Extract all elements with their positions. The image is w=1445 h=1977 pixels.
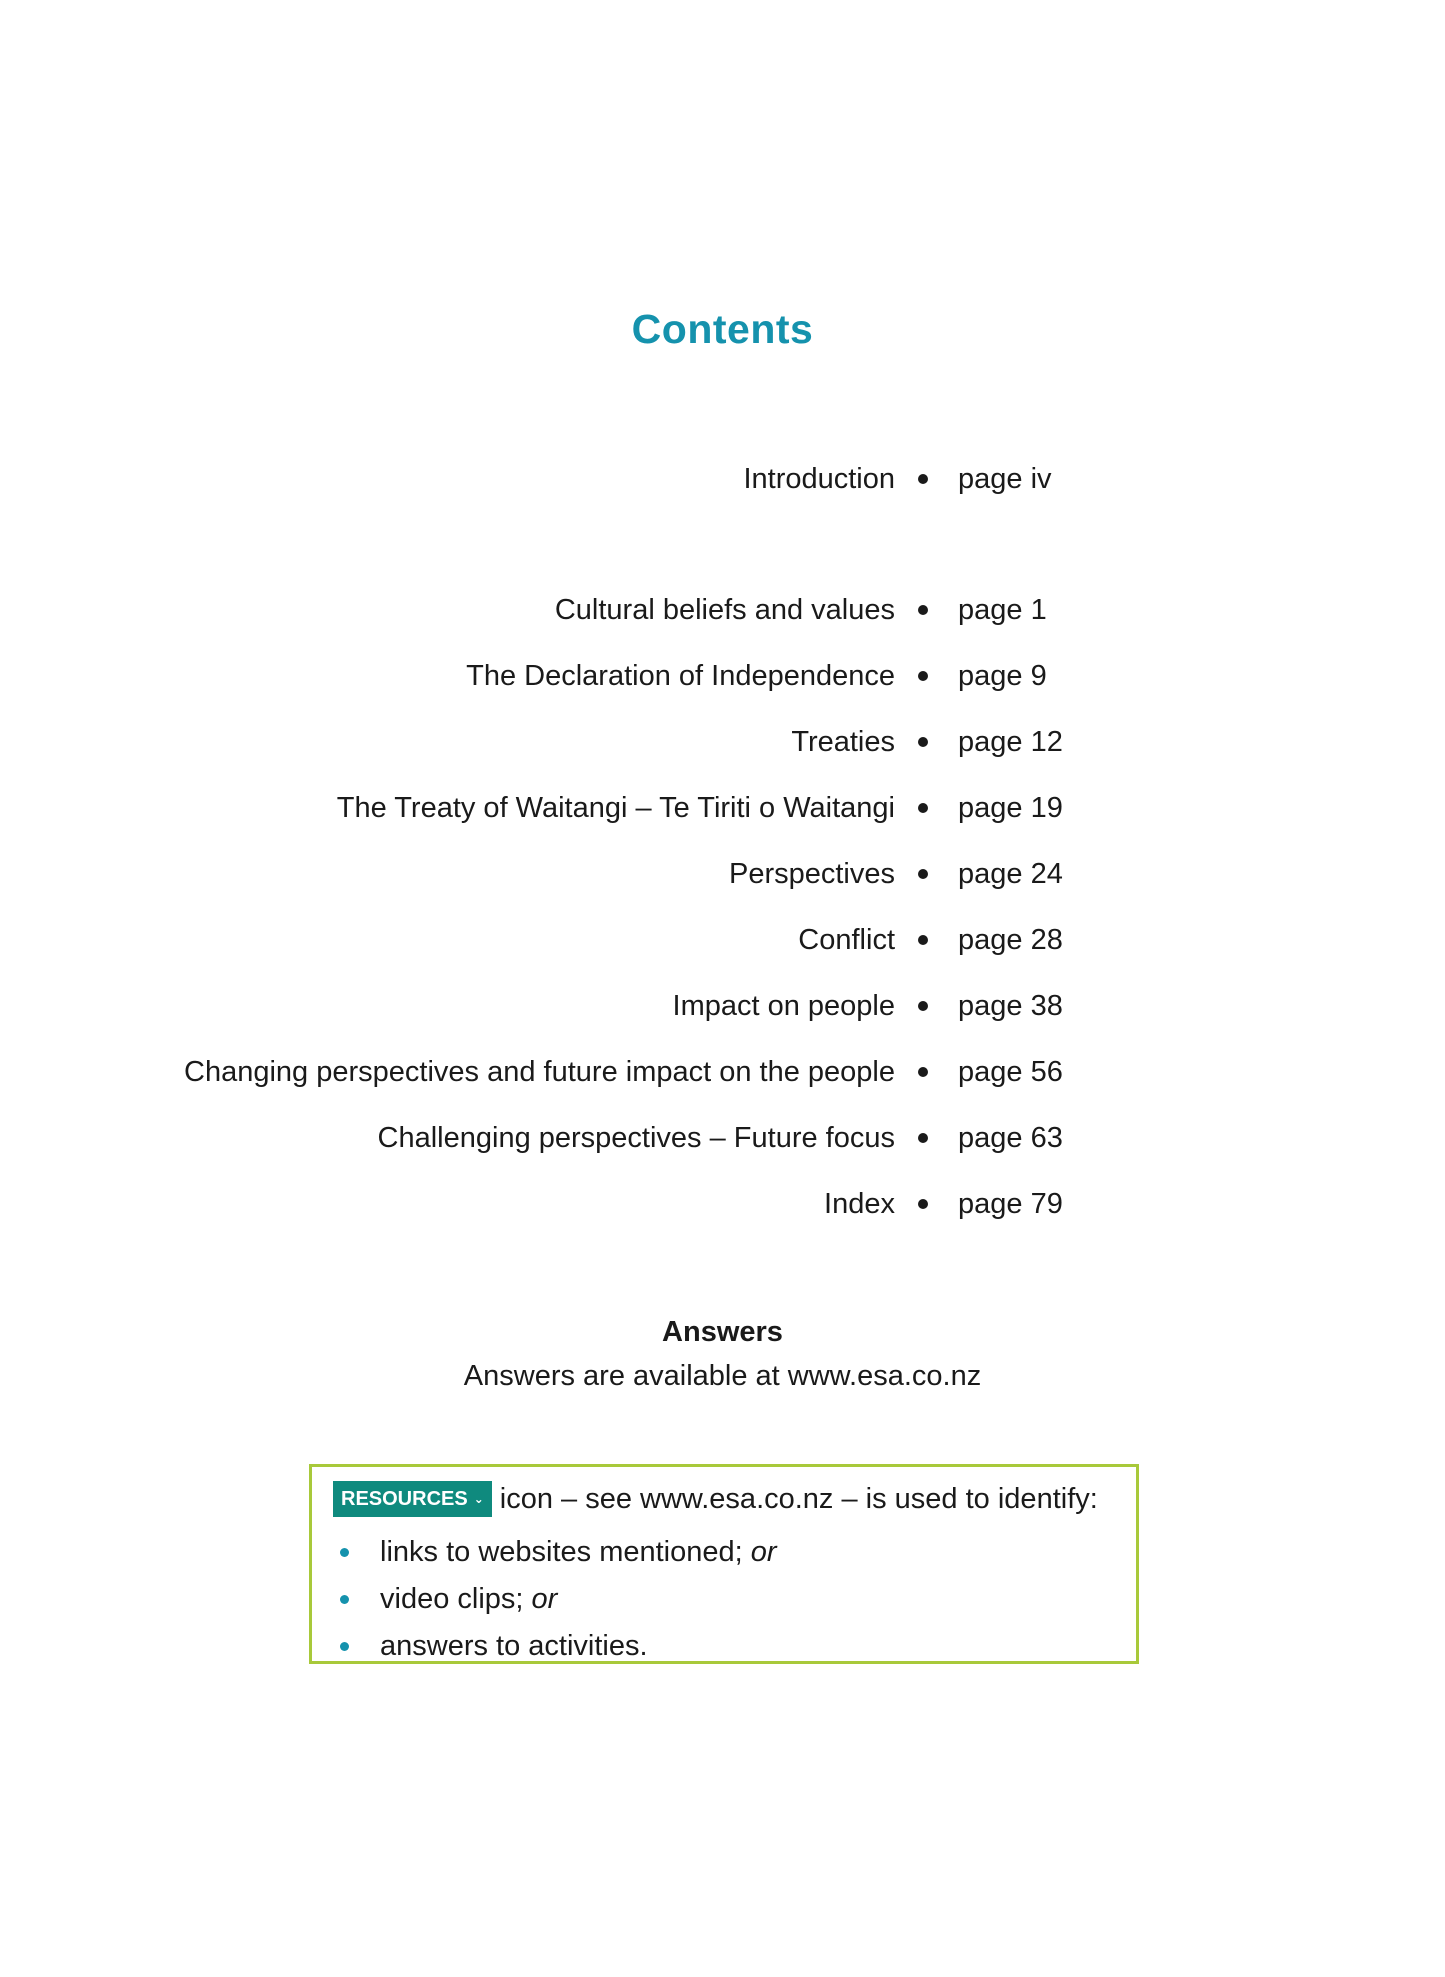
bullet-separator-icon [918,605,928,615]
bullet-icon [340,1595,349,1604]
resources-intro-line [333,1481,1098,1517]
toc-page: page 24 [958,858,1063,890]
toc-row[interactable] [0,984,1445,1028]
bullet-separator-icon [918,1199,928,1209]
chevron-down-icon: ⌄ [473,1492,484,1506]
toc-title: Changing perspectives and future impact on the people [184,1056,895,1088]
toc-row[interactable] [0,1116,1445,1160]
list-item [333,1529,777,1576]
toc-row[interactable] [0,1050,1445,1094]
toc-title: The Declaration of Independence [466,660,895,692]
bullet-icon [340,1548,349,1557]
list-item-text: answers to activities. [380,1630,648,1662]
bullet-separator-icon [918,935,928,945]
bullet-separator-icon [918,1067,928,1077]
toc-row[interactable] [0,852,1445,896]
toc-title: Cultural beliefs and values [554,594,895,626]
toc-page: page 1 [958,594,1047,626]
resources-info-box [309,1464,1139,1664]
toc-title: Impact on people [672,990,895,1022]
toc-row[interactable] [0,918,1445,962]
toc-page: page iv [958,463,1052,495]
toc-page: page 79 [958,1188,1063,1220]
toc-title: Introduction [743,463,895,495]
toc-page: page 63 [958,1122,1063,1154]
list-item-text: links to websites mentioned; [380,1536,751,1568]
toc-title: Challenging perspectives – Future focus [377,1122,895,1154]
toc-row[interactable] [0,1182,1445,1226]
answers-text: Answers are available at www.esa.co.nz [463,1360,982,1392]
resources-badge[interactable] [333,1481,492,1517]
list-item [333,1623,777,1670]
toc-row[interactable] [0,654,1445,698]
toc-title: Treaties [791,726,895,758]
list-item-suffix: or [750,1536,777,1568]
toc-page: page 19 [958,792,1063,824]
page-title: Contents [631,306,814,352]
bullet-icon [340,1642,349,1651]
toc-page: page 9 [958,660,1047,692]
bullet-separator-icon [918,1001,928,1011]
resources-intro-text: icon – see www.esa.co.nz – is used to identify: [499,1482,1098,1515]
toc-title: Index [824,1188,895,1220]
toc-page: page 12 [958,726,1063,758]
bullet-separator-icon [918,869,928,879]
toc-row-introduction[interactable] [0,457,1445,501]
list-item-text: video clips; [380,1583,532,1615]
resources-list [333,1529,777,1670]
list-item [333,1576,777,1623]
toc-title: The Treaty of Waitangi – Te Tiriti o Waitangi [336,792,895,824]
toc-title: Conflict [798,924,895,956]
bullet-separator-icon [918,803,928,813]
bullet-separator-icon [918,474,928,484]
list-item-suffix: or [531,1583,558,1615]
toc-row[interactable] [0,786,1445,830]
toc-row[interactable] [0,588,1445,632]
bullet-separator-icon [918,737,928,747]
answers-heading: Answers [662,1316,783,1348]
toc-row[interactable] [0,720,1445,764]
toc-title: Perspectives [728,858,895,890]
bullet-separator-icon [918,671,928,681]
toc-page: page 28 [958,924,1063,956]
bullet-separator-icon [918,1133,928,1143]
toc-page: page 56 [958,1056,1063,1088]
resources-badge-label: RESOURCES [341,1487,468,1510]
toc-page: page 38 [958,990,1063,1022]
